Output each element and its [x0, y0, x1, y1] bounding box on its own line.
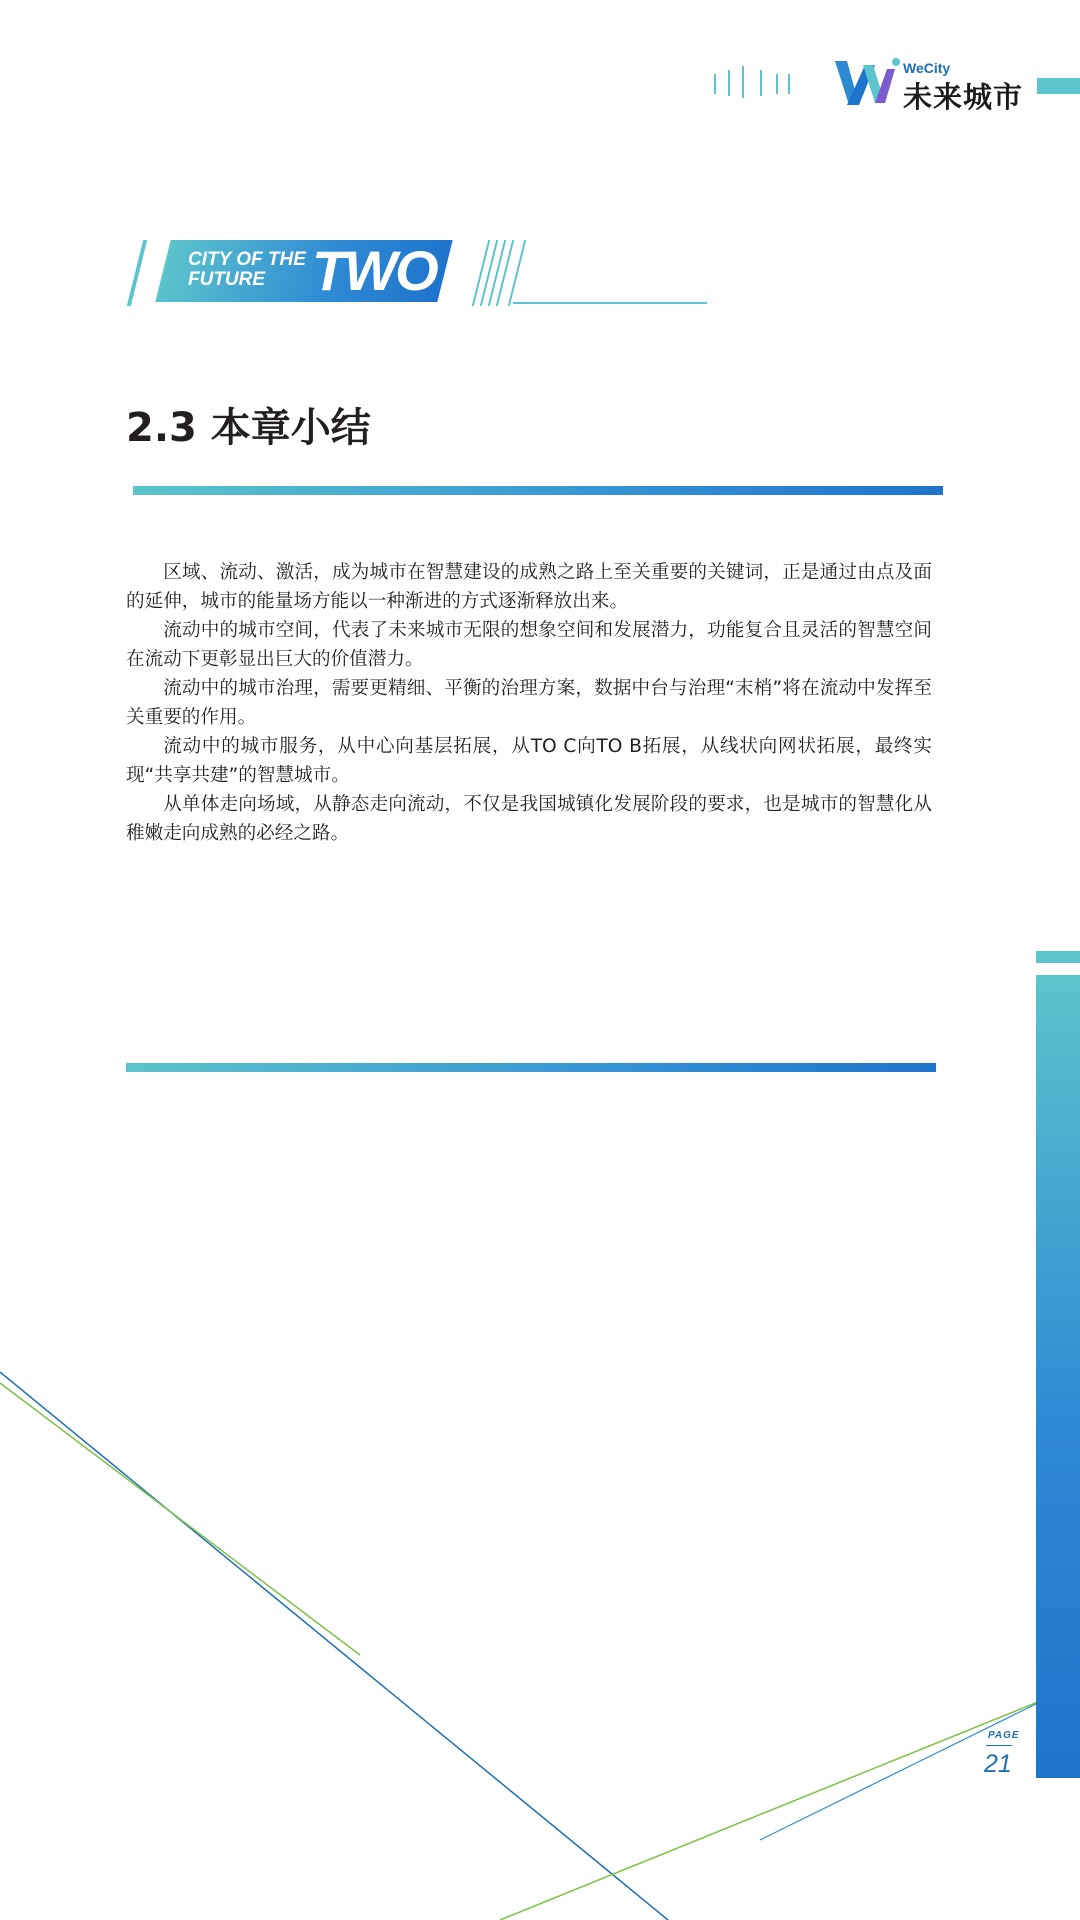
body-text — [126, 558, 932, 848]
side-accent-top — [1036, 951, 1080, 963]
page-rule — [986, 1745, 1012, 1746]
wecity-logo-icon — [833, 55, 903, 111]
section-title: 2.3 本章小结 — [126, 405, 371, 451]
banner-subtitle-line1: CITY OF THE — [188, 249, 306, 270]
banner-subtitle — [188, 250, 306, 290]
banner-underline — [513, 302, 707, 304]
section-divider-top — [133, 486, 943, 495]
section-divider-bottom — [126, 1063, 936, 1072]
paragraph: 区域、流动、激活，成为城市在智慧建设的成熟之路上至关重要的关键词，正是通过由点及面的延伸，城市的能量场方能以一种渐进的方式逐渐释放出来。 — [126, 562, 932, 612]
page-number: 21 — [984, 1750, 1012, 1778]
paragraph: 从单体走向场域，从静态走向流动，不仅是我国城镇化发展阶段的要求，也是城市的智慧化从稚嫩走向成熟的必经之路。 — [126, 794, 932, 844]
banner-chapter-number: TWO — [312, 239, 437, 302]
logo-brand-en: WeCity — [903, 60, 951, 76]
diagonal-line-green — [0, 1383, 360, 1655]
banner-subtitle-line2: FUTURE — [188, 269, 266, 290]
logo-brand-cn: 未来城市 — [903, 80, 1024, 114]
page-label: PAGE — [988, 1730, 1020, 1741]
paragraph: 流动中的城市服务，从中心向基层拓展，从TO C向TO B拓展，从线状向网状拓展，最终实现“共享共建”的智慧城市。 — [126, 736, 932, 786]
diagonal-line-green-bottom — [500, 1697, 1050, 1920]
paragraph: 流动中的城市治理，需要更精细、平衡的治理方案，数据中台与治理“末梢”将在流动中发挥至关重要的作用。 — [126, 678, 932, 728]
header-accent-bar — [1037, 78, 1080, 94]
side-accent-bar — [1036, 975, 1080, 1778]
paragraph: 流动中的城市空间，代表了未来城市无限的想象空间和发展潜力，功能复合且灵活的智慧空间在流动下更彰显出巨大的价值潜力。 — [126, 620, 932, 670]
diagonal-line-blue — [0, 1372, 668, 1920]
